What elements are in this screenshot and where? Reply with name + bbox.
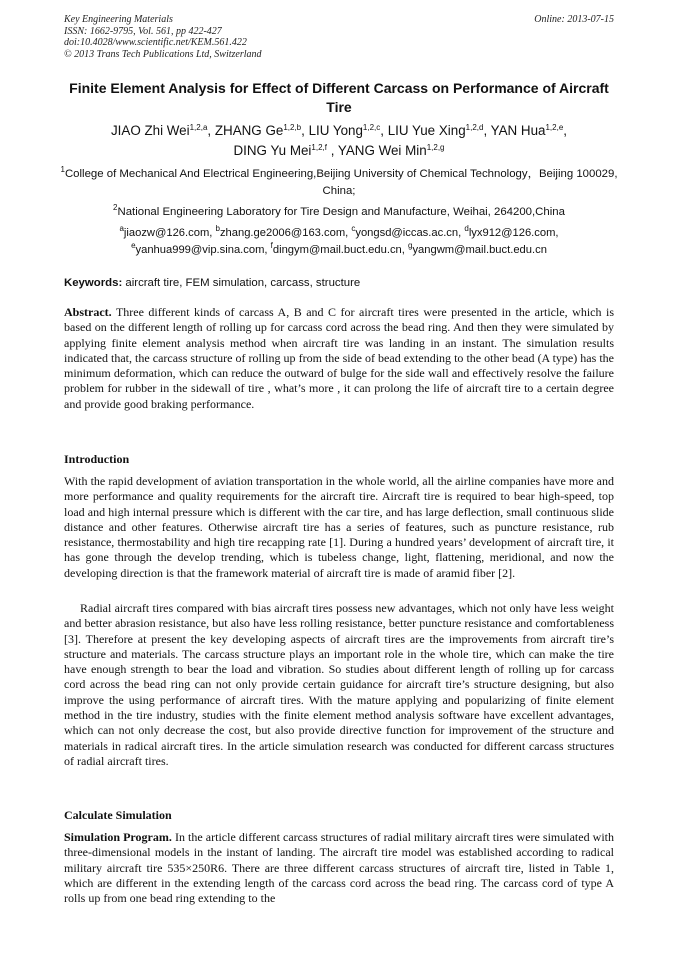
abstract-label: Abstract.	[64, 305, 112, 319]
journal-name: Key Engineering Materials	[64, 14, 173, 25]
abstract-text: Three different kinds of carcass A, B and C for aircraft tires were presented in the article, which is based on the different length of rolling up for carcass cord across the bead ring. And then they were simulated by applying finite element analysis method when aircraft tire was landing in an instant. The simulation results indicated that, the carcass structure of rolling up from the side of bead extending to the other bead (A type) has the minimum deformation, which can reduce the outward of bulge for the side wall and effectively resolve the failure problem for rubber in the sidewall of tire , what’s more , it can prolong the life of aircraft tire to a certain degree and provide good braking performance.	[64, 305, 614, 411]
author-list	[58, 121, 620, 161]
doi-line[interactable]: doi:10.4028/www.scientific.net/KEM.561.422	[64, 37, 247, 48]
email[interactable]: $^c$yongsd@iccas.ac.cn,	[351, 224, 465, 239]
section-heading-introduction: Introduction	[64, 452, 130, 466]
author: LIU Yue Xing$^{1,2,d}$,	[387, 123, 491, 138]
online-date: Online: 2013-07-15	[534, 14, 614, 25]
paper-title: Finite Element Analysis for Effect of Different Carcass on Performance of Aircraft Tire	[69, 80, 609, 115]
introduction-paragraph-2: Radial aircraft tires compared with bias aircraft tires possess new advantages, which not only have less weight and better abrasion resistance, but also have less rolling resistance, better puncture resistance and comfortableness [3]. Therefore at present the key developing aspects of aircraft tires are the improvements from aircraft tire’s structure and materials. The carcass structure plays an important role in the whole tire, which can make the tire have enough strength to bear the load and vibration. So studies about different length of rolling up for carcass cord across the bead ring can not only provide certain guidance for aircraft tire’s structure designing, but also improve the using performance of aircraft tires. With the mature applying and popularizing of finite element method in the tire industry, studies with the finite element method analysis software have excellent advantages, which can not only decrease the cost, but also provide directive function for improvement of the structure and materials in radical aircraft tires. In the article simulation research was conducted for different carcass structures of radial aircraft tires.	[64, 601, 614, 768]
simulation-program-paragraph	[64, 830, 614, 906]
keywords-label: Keywords:	[64, 277, 123, 289]
author: LIU Yong$^{1,2,c}$,	[308, 123, 388, 138]
issn-line: ISSN: 1662-9795, Vol. 561, pp 422-427	[64, 25, 222, 37]
email[interactable]: $^d$lyx912@126.com,	[464, 224, 559, 239]
author: ZHANG Ge$^{1,2,b}$,	[214, 123, 309, 138]
simulation-program-text: In the article different carcass structures of radial military aircraft tires were simulated with three-dimensional models in the instant of landing. The aircraft tire model was established according to radical military aircraft tire 535×250R6. There are three different carcass structures of aircraft tire, listed in Table 1, which are different in the extending length of the carcass cord across the bead ring. The carcass cord of type A rolls up from one bead ring extending to the	[64, 830, 615, 906]
author: DING Yu Mei$^{1,2,f}$ ,	[233, 143, 338, 158]
journal-header	[64, 14, 262, 60]
author: YANG Wei Min$^{1,2,g}$	[337, 143, 445, 158]
email[interactable]: $^b$zhang.ge2006@163.com,	[215, 224, 352, 239]
section-heading-calculate-simulation: Calculate Simulation	[64, 808, 172, 822]
simulation-program-label: Simulation Program.	[64, 830, 172, 844]
affiliation-1: $^1$College of Mechanical And Electrical Engineering,Beijing University of Chemical Technology，Beijing 100029, China;	[60, 165, 618, 197]
introduction-paragraph-1: With the rapid development of aviation transportation in the whole world, all the airline companies have more and more performance and quality requirements for the aircraft tire. Aircraft tire is required to bear high-speed, top load and high internal pressure which is different with the car tire, and has large deflection, small continuous slide distance and other features. Otherwise aircraft tire has a series of features, such as puncture resistance, rub resistance, thermostability and high tire recapping rate [1]. During a hundred years’ development of aircraft tire, it has gone through the develop trending, which is tubeless change, light, flattening, meridional, and now the developing direction is that the framework material of aircraft tire is made of aramid fiber [2].	[64, 474, 614, 580]
abstract	[64, 305, 614, 412]
email[interactable]: $^e$yanhua999@vip.sina.com,	[131, 241, 271, 256]
keywords	[64, 276, 614, 291]
affiliation-2: $^2$National Engineering Laboratory for Tire Design and Manufacture, Weihai, 264200,China	[113, 203, 565, 218]
email[interactable]: $^a$jiaozw@126.com,	[119, 224, 216, 239]
email-list	[58, 225, 620, 259]
email[interactable]: $^f$dingym@mail.buct.edu.cn,	[270, 241, 408, 256]
author: JIAO Zhi Wei$^{1,2,a}$,	[110, 123, 215, 138]
email[interactable]: $^g$yangwm@mail.buct.edu.cn	[407, 241, 547, 256]
author: YAN Hua$^{1,2,e}$,	[490, 123, 568, 138]
copyright-line: © 2013 Trans Tech Publications Ltd, Switzerland	[64, 48, 262, 60]
keywords-text: aircraft tire, FEM simulation, carcass, structure	[125, 277, 361, 289]
